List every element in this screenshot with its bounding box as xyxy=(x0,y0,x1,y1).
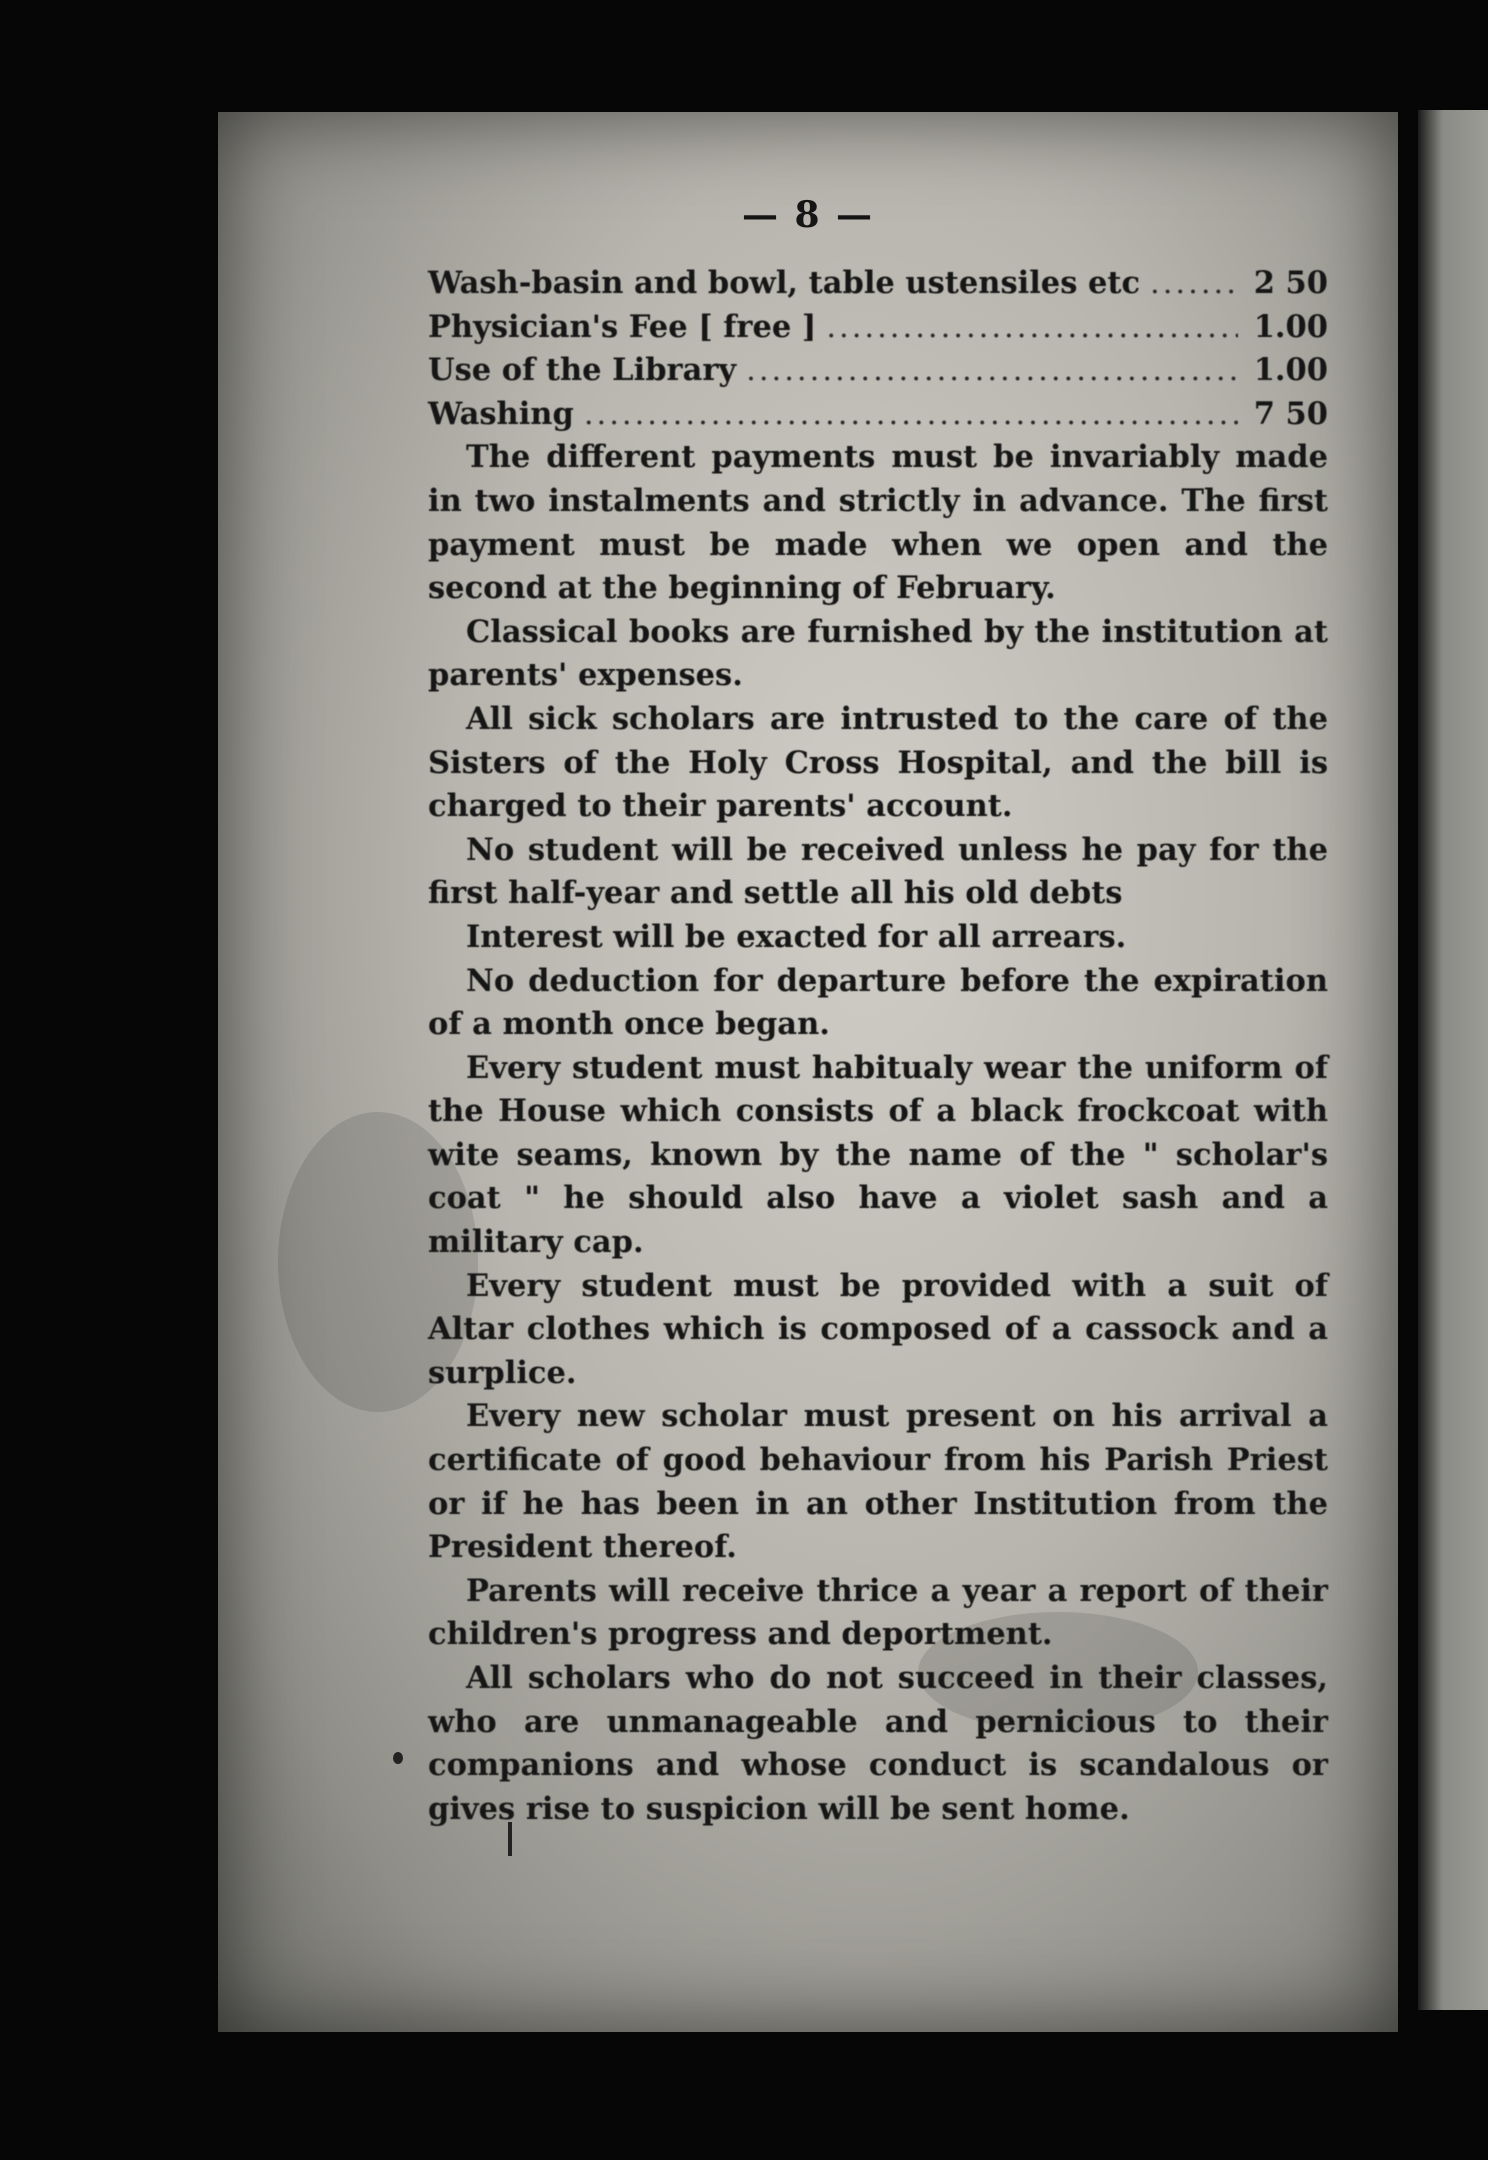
paragraph-dismissal: All scholars who do not succeed in their classes, who are unmanageable and pernicious to their companions and whose conduct is scandalous or gives rise to suspicion will be sent home. xyxy=(428,1660,1328,1827)
paragraph-altar-clothes: Every student must be provided with a suit of Altar clothes which is composed of a cassock and a surplice. xyxy=(428,1267,1328,1391)
ink-spot xyxy=(393,1752,403,1764)
leader-dots xyxy=(1150,262,1238,306)
adjacent-page-edge xyxy=(1418,110,1488,2010)
fee-row xyxy=(428,306,1328,350)
fee-row xyxy=(428,262,1328,306)
paragraph-payments: The different payments must be invariably made in two instalments and strictly in advance. The first payment must be made when we open and the second at the beginning of February. xyxy=(428,439,1328,607)
fee-label: Use of the Library xyxy=(428,352,737,389)
paragraph-certificate: Every new scholar must present on his arrival a certificate of good behaviour from his Parish Priest or if he has been in an other Institution from the President thereof. xyxy=(428,1398,1328,1566)
page-body xyxy=(428,262,1328,1831)
fee-row xyxy=(428,393,1328,437)
leader-dots xyxy=(584,393,1238,437)
fee-label: Physician's Fee [ free ] xyxy=(428,308,817,345)
paragraph-books: Classical books are furnished by the institution at parents' expenses. xyxy=(428,613,1328,694)
fee-amount: 1.00 xyxy=(1253,308,1328,345)
page-number: — 8 — xyxy=(741,194,875,236)
fee-label: Washing xyxy=(428,395,574,432)
leader-dots xyxy=(826,306,1238,350)
fee-label: Wash-basin and bowl, table ustensiles etc xyxy=(428,265,1141,301)
fee-amount: 7 50 xyxy=(1253,395,1328,432)
paragraph-admission: No student will be received unless he pay for the first half-year and settle all his old debts xyxy=(428,831,1328,912)
paragraph-deduction: No deduction for departure before the expiration of a month once began. xyxy=(428,962,1328,1043)
document-page xyxy=(218,112,1398,2032)
fee-row xyxy=(428,349,1328,393)
paragraph-uniform: Every student must habitualy wear the uniform of the House which consists of a black frockcoat with wite seams, known by the name of the " scholar's coat " he should also have a violet sash and a military cap. xyxy=(428,1049,1328,1261)
fee-amount: 1.00 xyxy=(1253,352,1328,389)
fee-amount: 2 50 xyxy=(1253,265,1328,301)
paragraph-interest: Interest will be exacted for all arrears. xyxy=(466,918,1127,955)
paragraph-reports: Parents will receive thrice a year a report of their children's progress and deportment. xyxy=(428,1572,1328,1653)
leader-dots xyxy=(746,349,1238,393)
paragraph-sick-scholars: All sick scholars are intrusted to the care of the Sisters of the Holy Cross Hospital, and the bill is charged to their parents' account. xyxy=(428,700,1328,825)
